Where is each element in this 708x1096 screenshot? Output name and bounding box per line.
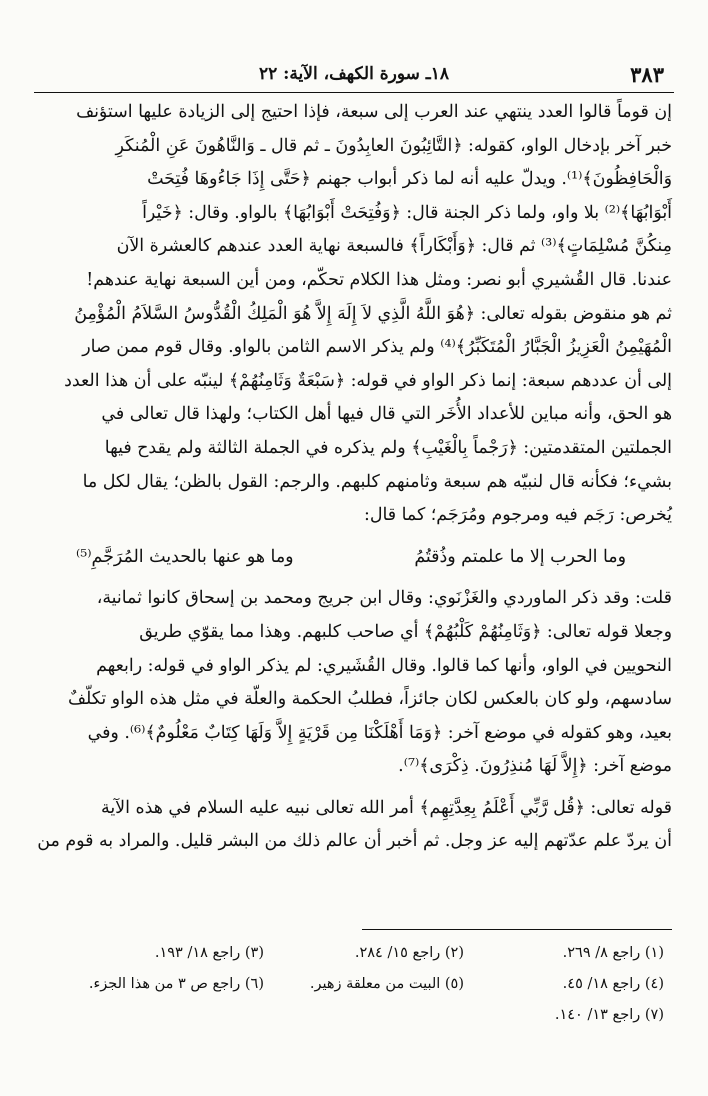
- text-line: الجملتين المتقدمتين: ﴿رَجْماً بِالْغَيْبِ﴾ ولم يذكره في الجملة الثالثة ولم يقدح فيها: [104, 437, 672, 458]
- verse-hemistich-second: وما هو عنها بالحديث المُرَجَّمِ⁽⁵⁾: [76, 546, 294, 567]
- footnote: (٤) راجع ١٨/ ٤٥.: [562, 976, 664, 992]
- text-line: النحويين في الواو، وأنها كما قالوا. وقال القُشَيري: لم يذكر الواو في قوله: رابعهم: [96, 655, 672, 676]
- text-line: سادسهم، ولو كان بالعكس لكان جائزاً، فطلبُ الحكمة والعلّة في مثل هذه الواو تكلّفٌ: [67, 689, 672, 710]
- footnote-divider: [362, 929, 672, 930]
- running-title: ١٨ـ سورة الكهف، الآية: ٢٢: [258, 64, 450, 84]
- verse-hemistich-first: وما الحرب إلا ما علمتم وذُقتُمُ: [414, 546, 626, 567]
- footnote: (٧) راجع ١٣/ ١٤٠.: [554, 1007, 664, 1023]
- footnote: (٢) راجع ١٥/ ٢٨٤.: [354, 945, 464, 961]
- footnote-row: [50, 969, 664, 1000]
- text-line: أَبْوَابُهَا﴾⁽²⁾ بلا واو، ولما ذكر الجنة قال: ﴿وَفُتِحَتْ أَبْوَابُهَا﴾ بالواو. وقال: ﴿خَيْراً: [142, 202, 672, 223]
- text-line: قوله تعالى: ﴿قُل رَّبِّي أَعْلَمُ بِعِدَّتِهِم﴾ أمر الله تعالى نبيه عليه السلام في هذه الآية: [101, 797, 672, 818]
- text-line: هو الحق، وأنه مباين للأعداد الأُخَر التي قال فيها أهل الكتاب؛ ولهذا قال تعالى في: [101, 404, 672, 425]
- text-line: يُخرص: رَجَم فيه ومرجوم ومُرَجَم؛ كما قال:: [363, 505, 672, 526]
- footnote: (٦) راجع ص ٣ من هذا الجزء.: [88, 976, 264, 992]
- text-line: مِنكُنَّ مُسْلِمَاتٍ﴾⁽³⁾ ثم قال: ﴿وَأَبْكَاراً﴾ فالسبعة نهاية العدد عندهم كالعشرة الآن: [116, 236, 672, 257]
- footnotes: [50, 938, 664, 1031]
- page-number: ٣٨٣: [630, 62, 664, 87]
- footnote: (٥) البيت من معلقة زهير.: [309, 976, 464, 992]
- text-line: إن قوماً قالوا العدد ينتهي عند العرب إلى سبعة، فإذا احتيج إلى الزيادة عليها استؤنف: [76, 102, 672, 122]
- text-line: وجعلا قوله تعالى: ﴿وَثَامِنُهُمْ كَلْبُهُمْ﴾ أي صاحب كلبهم. وهذا مما يقوّي طريق: [139, 621, 672, 642]
- text-line: عندنا. قال القُشيري أبو نصر: ومثل هذا الكلام تحكّم، ومن أين السبعة نهاية عندهم!: [86, 269, 672, 290]
- page-header: [34, 58, 674, 93]
- text-line: بشيء؛ فكأنه قال لنبيّه هم سبعة وثامنهم كلبهم. والرجم: القول بالظن؛ يقال لكل ما: [82, 471, 672, 492]
- text-line: وَالْحَافِظُونَ﴾⁽¹⁾. ويدلّ عليه أنه لما ذكر أبواب جهنم ﴿حَتَّى إِذَا جَاءُوهَا فُتِحَتْ: [147, 169, 672, 190]
- footnote: (٣) راجع ١٨/ ١٩٣.: [154, 945, 264, 961]
- text-line: موضع آخر: ﴿إِلاَّ لَهَا مُنذِرُونَ. ذِكْرَى﴾⁽⁷⁾.: [398, 756, 672, 777]
- text-line: الْمُهَيْمِنُ الْعَزِيزُ الْجَبَّارُ الْمُتَكَبِّرُ﴾⁽⁴⁾ ولم يذكر الاسم الثامن بالواو. وقال قوم ممن صار: [82, 337, 672, 358]
- text-line: أن يردّ علم عدّتهم إليه عز وجل. ثم أخبر أن عالم ذلك من البشر قليل. والمراد به قوم من: [37, 831, 672, 852]
- footnote-row: [50, 1000, 664, 1031]
- poetry-verse: [36, 541, 672, 575]
- text-line: بعيد، وهو كقوله في موضع آخر: ﴿وَمَا أَهْلَكْنَا مِن قَرْيَةٍ إِلاَّ وَلَهَا كِتَابٌ مَعْلُومٌ﴾⁽⁶⁾. وفي: [87, 722, 672, 743]
- main-text: [36, 96, 672, 859]
- text-line: خبر آخر بإدخال الواو، كقوله: ﴿التَّائِبُونَ العابِدُونَ ـ ثم قال ـ وَالنَّاهُونَ عَنِ الْمُنكَرِ: [115, 135, 672, 156]
- text-line: إلى أن عددهم سبعة: إنما ذكر الواو في قوله: ﴿سَبْعَةٌ وَثَامِنُهُمْ﴾ لينبّه على أن هذا العدد: [64, 370, 672, 391]
- footnote-row: [50, 938, 664, 969]
- footnote: (١) راجع ٨/ ٢٦٩.: [562, 945, 664, 961]
- text-line: ثم هو منقوض بقوله تعالى: ﴿هُوَ اللَّهُ الَّذِي لاَ إِلَهَ إِلاَّ هُوَ الْمَلِكُ الْقُدُّوسُ السَّلاَمُ الْمُؤْمِنُ: [74, 303, 672, 324]
- text-line: قلت: وقد ذكر الماوردي والغَزْنَوي: وقال ابن جريج ومحمد بن إسحاق كانوا ثمانية،: [96, 588, 672, 609]
